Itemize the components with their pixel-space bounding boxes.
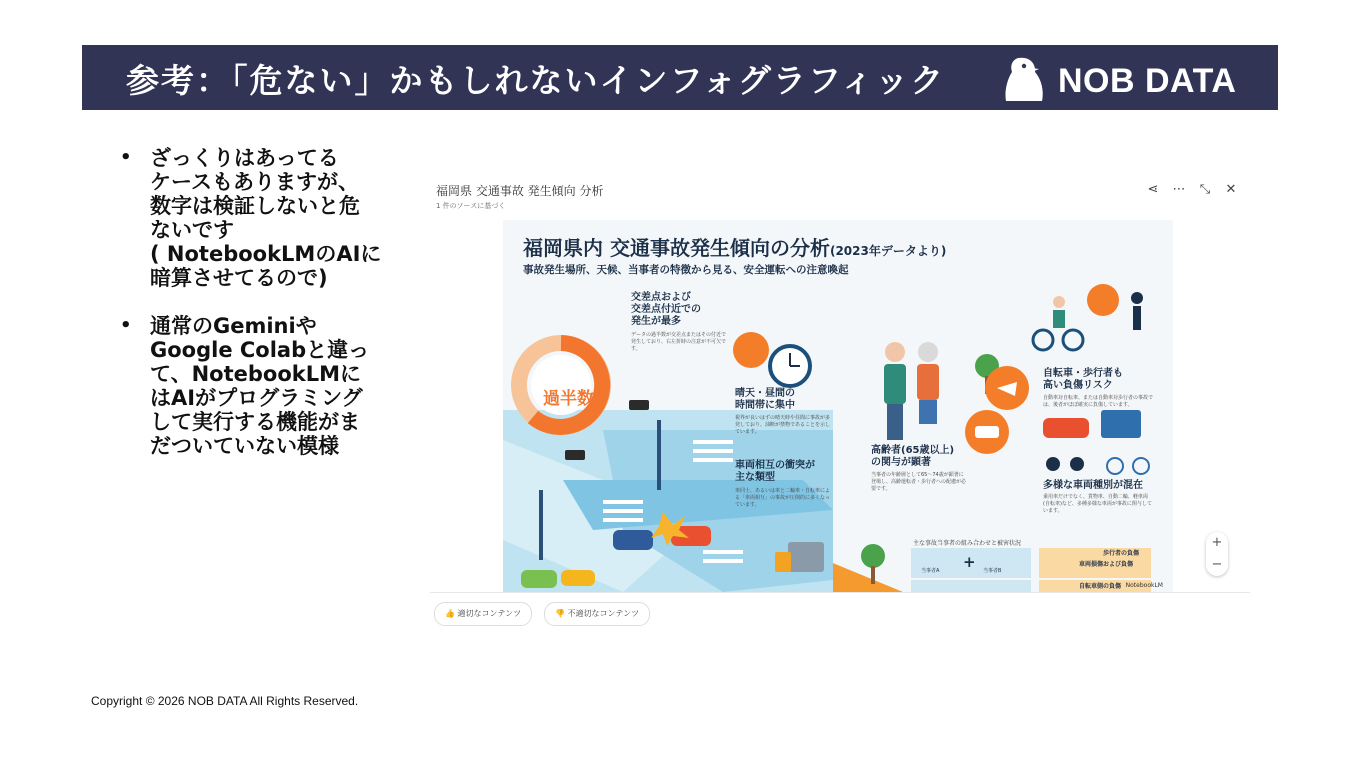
thumbs-down-icon: 👎: [555, 609, 565, 618]
damage-result: 歩行者の負傷: [1103, 550, 1140, 557]
copyright-text: Copyright © 2026 NOB DATA All Rights Reserved.: [91, 694, 359, 708]
damage-result: 車両損傷および負傷: [1079, 561, 1134, 568]
zoom-controls: [1206, 532, 1228, 576]
section6-title: 多様な車両種別が混在: [1043, 480, 1143, 491]
good-content-button[interactable]: [434, 602, 532, 626]
combination-row: + 当事者A 当事者B 車両損傷および負傷: [911, 548, 1151, 578]
intersection-illustration: [503, 280, 1173, 592]
infographic-subtitle: 事故発生場所、天候、当事者の特徴から見る、安全運転への注意喚起: [523, 264, 849, 276]
bullet-dot: •: [120, 147, 132, 168]
party-b-label: 当事者B: [983, 568, 1002, 574]
section5-note: 自動車対自転車、または自動車対歩行者の事故では、後者がほぼ確実に負傷しています。: [1043, 395, 1154, 408]
infographic-title: 福岡県内 交通事故発生傾向の分析(2023年データより): [523, 236, 947, 260]
section2-note: 視界が良いはずの晴天時や昼間に事故が多発しており、油断が禁物であることを示しています。: [735, 415, 831, 435]
bullet-text: ざっくりはあってる ケースもありますが、 数字は検証しないと危 ないです ( NotebookLMのAIに 暗算させてるので): [150, 146, 382, 290]
notebooklm-infographic-panel: [430, 170, 1250, 640]
section5-title: 自転車・歩行者も 高い負傷リスク: [1043, 368, 1123, 391]
zoom-out-button[interactable]: −: [1211, 557, 1223, 572]
bullet-item: [120, 314, 410, 458]
panel-divider: [430, 592, 1250, 593]
nob-data-logo: [1002, 56, 1242, 102]
bullet-item: [120, 146, 410, 290]
collapse-icon[interactable]: ⤡: [1199, 182, 1211, 197]
panel-title: 福岡県 交通事故 発生傾向 分析: [436, 184, 604, 198]
section1-note: データの過半数が交差点またはその付近で発生しており、右左折時の注意が不可欠です。: [631, 332, 727, 352]
bad-content-button[interactable]: [544, 602, 650, 626]
bullet-list: [120, 146, 410, 482]
infographic-title-note: (2023年データより): [829, 244, 947, 258]
panel-toolbar: [1146, 182, 1238, 197]
close-icon[interactable]: ✕: [1225, 182, 1237, 197]
bullet-text: 通常のGeminiや Google Colabと違っ て、NotebookLMに はAIがプログラミング して実行する機能がま だついていない模様: [150, 314, 370, 458]
thumbs-up-icon: 👍: [445, 609, 455, 618]
section2-title: 晴天・昼間の 時間帯に集中: [735, 388, 795, 411]
donut-label: 過半数: [543, 389, 594, 409]
section4-title: 高齢者(65歳以上) の関与が顕著: [871, 445, 955, 468]
penguin-logo-icon: [1002, 56, 1050, 102]
share-icon[interactable]: ⋖: [1147, 182, 1159, 197]
combination-row: [911, 580, 1151, 592]
slide-title: 参考：「危ない」かもしれないインフォグラフィック: [126, 61, 946, 100]
bullet-dot: •: [120, 315, 132, 336]
damage-result: 自転車側の負傷: [1079, 583, 1122, 590]
combination-table-title: 主な事故当事者の組み合わせと被害状況: [913, 540, 1022, 547]
logo-text: NOB DATA: [1058, 62, 1237, 100]
infographic-scene: [503, 280, 1173, 592]
panel-subtitle: 1 件のソースに基づく: [436, 202, 506, 210]
title-bar: [82, 45, 1278, 110]
section1-title: 交差点および 交差点付近での 発生が最多: [631, 292, 701, 327]
notebooklm-watermark: NotebookLM: [1125, 582, 1163, 589]
section3-title: 車両相互の衝突が 主な類型: [735, 460, 815, 483]
section4-note: 当事者の年齢層として65〜74歳が顕著に登場し、高齢運転者・歩行者への配慮が必要です。: [871, 472, 967, 492]
party-a-label: 当事者A: [921, 568, 940, 574]
good-content-label: 適切なコンテンツ: [457, 609, 522, 618]
bad-content-label: 不適切なコンテンツ: [567, 609, 640, 618]
section6-note: 乗用車だけでなく、貨物車、自動二輪、軽車両(自転車)など、多種多様な車両が事故に関与しています。: [1043, 494, 1152, 514]
more-icon[interactable]: ⋯: [1172, 182, 1186, 197]
zoom-in-button[interactable]: +: [1211, 535, 1223, 550]
infographic-image: [503, 220, 1173, 592]
section3-note: 車同士、あるいは車と二輪車・自転車による「車両相互」の事故が圧倒的に多くなっています。: [735, 488, 831, 508]
